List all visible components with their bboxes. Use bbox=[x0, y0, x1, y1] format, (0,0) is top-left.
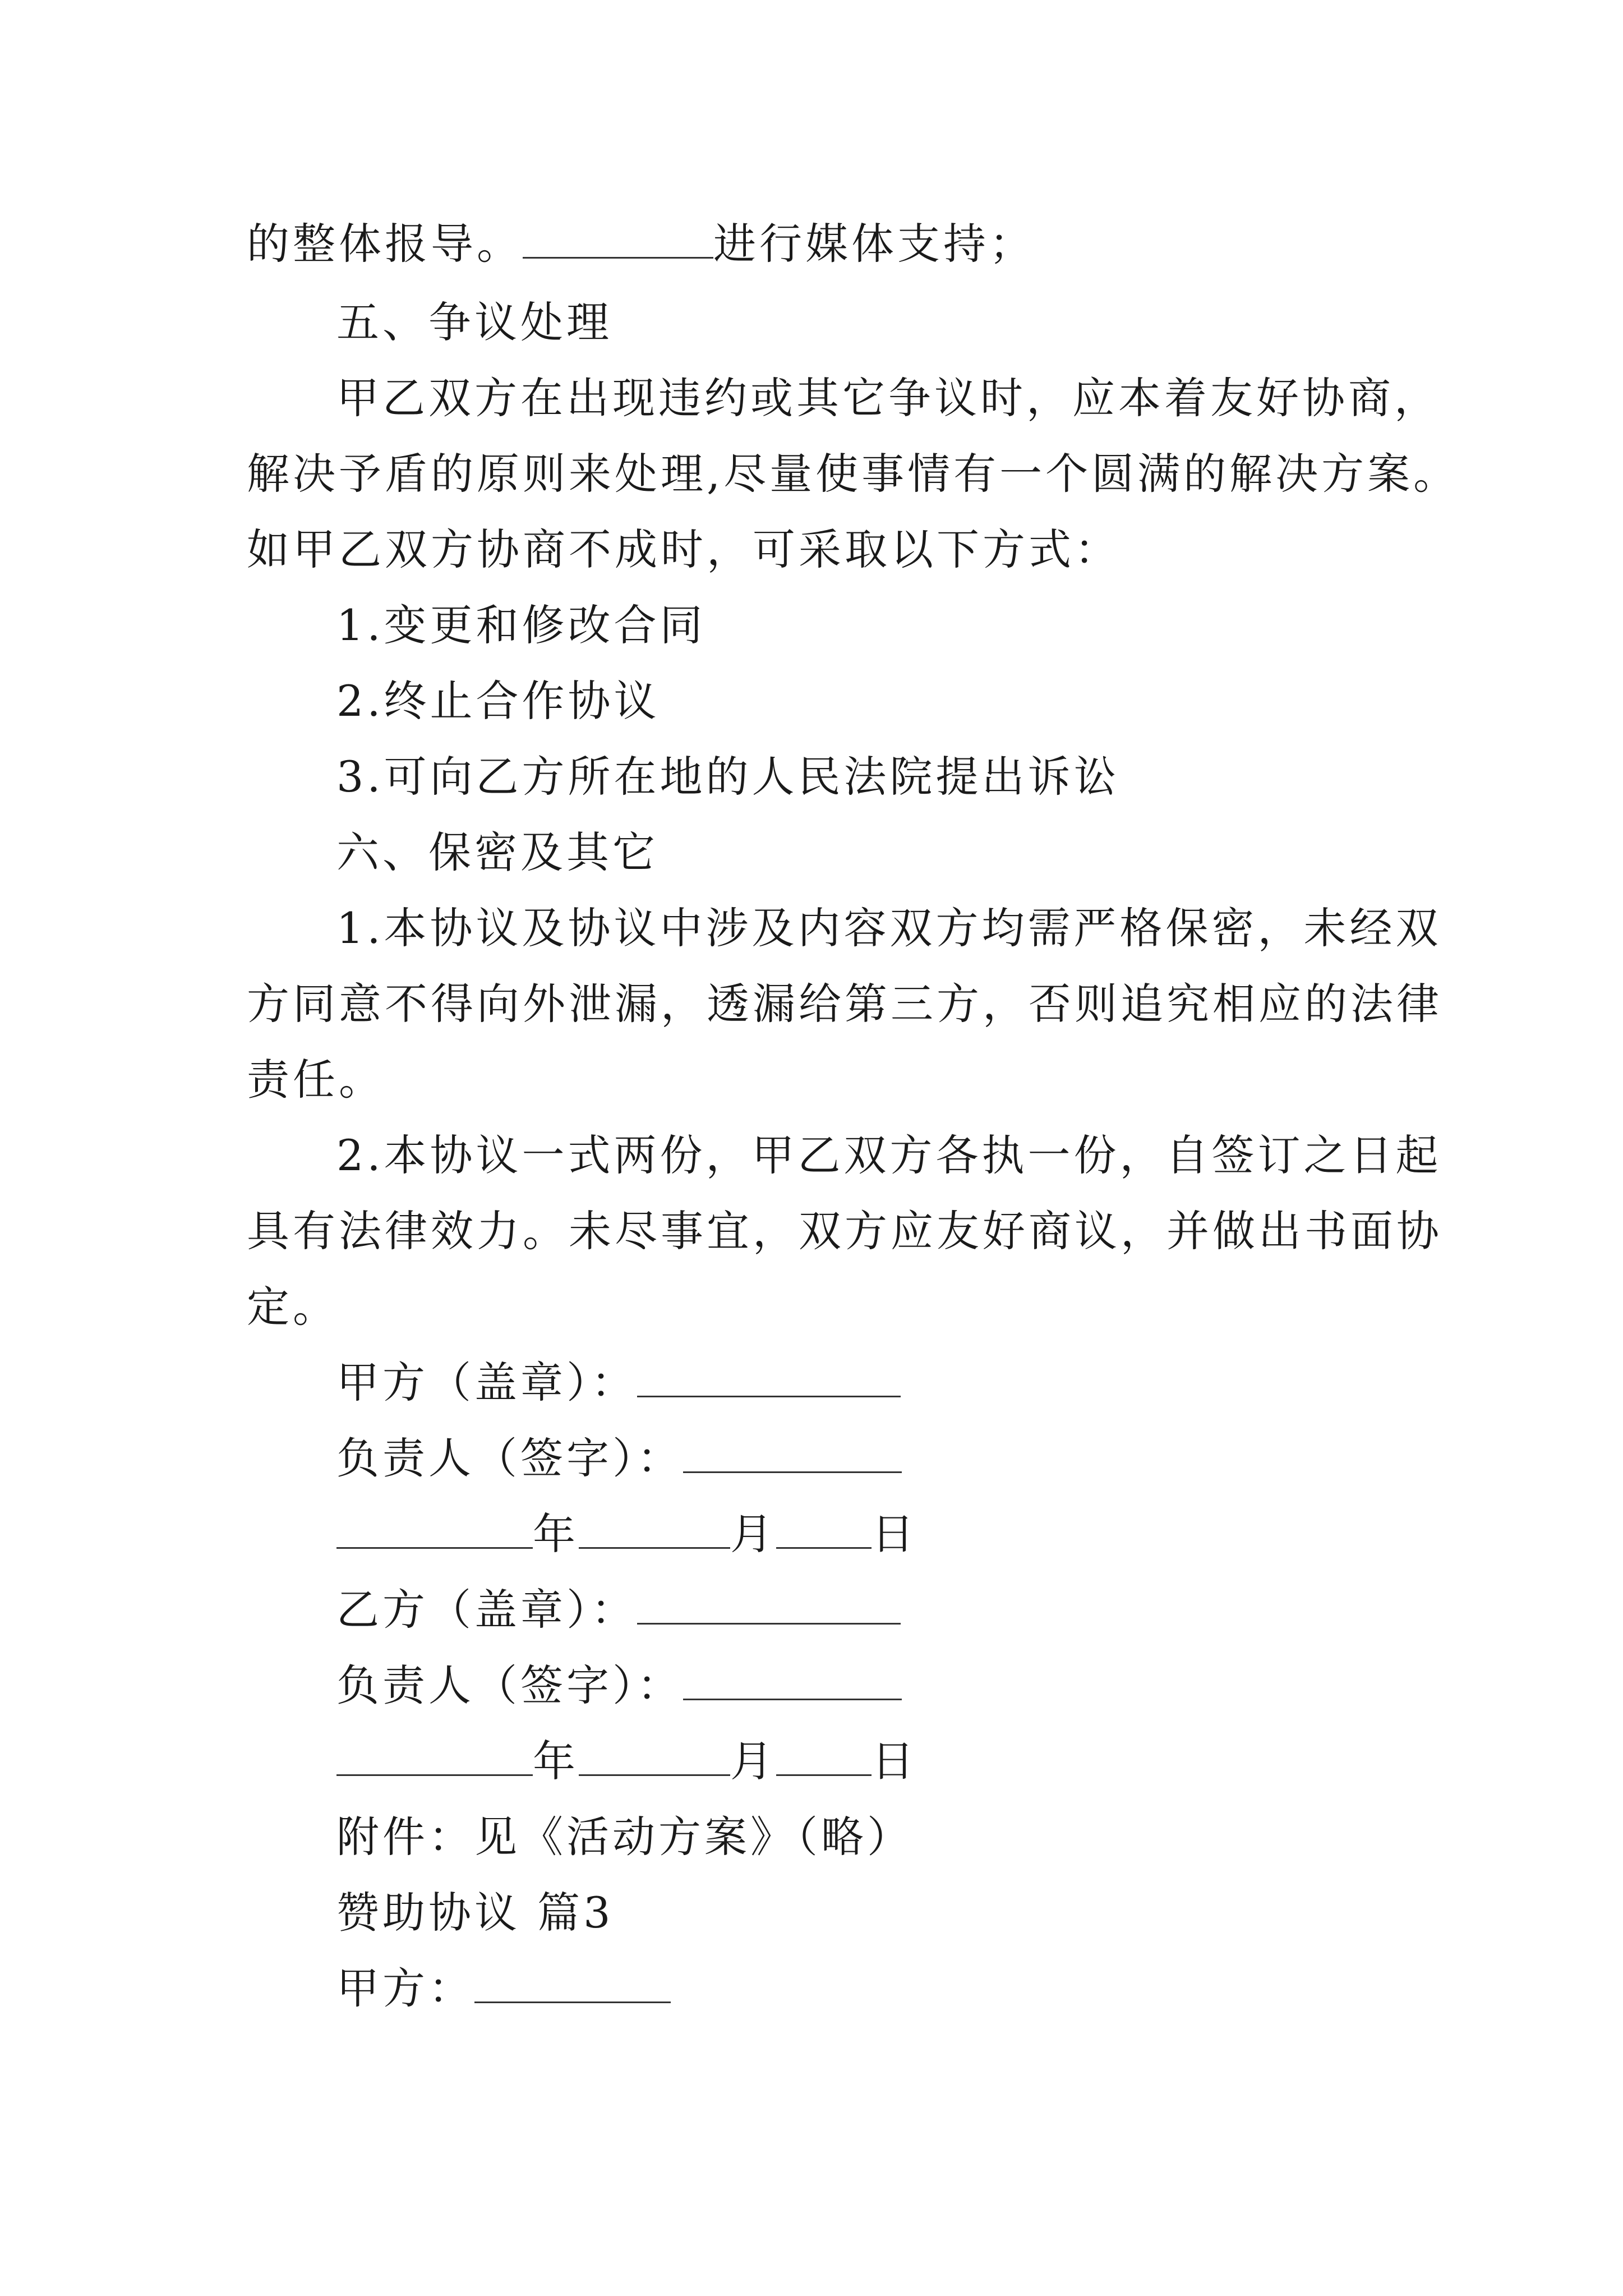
month-label: 月 bbox=[730, 1509, 776, 1559]
day-blank bbox=[776, 1508, 872, 1549]
field-label: 甲方： bbox=[336, 1963, 474, 2013]
field-label: 乙方（盖章）： bbox=[336, 1585, 637, 1635]
day-blank bbox=[776, 1735, 872, 1776]
fill-in-blank bbox=[474, 1962, 671, 2003]
paragraph-line: 如甲乙双方协商不成时，可采取以下方式： bbox=[247, 524, 1121, 574]
list-item: 1.变更和修改合同 bbox=[336, 600, 706, 650]
party-b-date-line bbox=[336, 1733, 917, 1789]
fill-in-blank bbox=[637, 1356, 901, 1397]
paragraph-line: 方同意不得向外泄漏，透漏给第三方，否则追究相应的法律 bbox=[247, 979, 1442, 1029]
fill-in-blank bbox=[637, 1584, 901, 1625]
field-label: 负责人（签字）： bbox=[336, 1433, 683, 1483]
party-a-signature-line bbox=[336, 1430, 902, 1487]
party-a-date-line bbox=[336, 1506, 917, 1562]
next-section-title: 赞助协议 篇3 bbox=[336, 1888, 614, 1938]
paragraph-line: 1.本协议及协议中涉及内容双方均需严格保密，未经双 bbox=[336, 903, 1442, 953]
month-blank bbox=[579, 1735, 730, 1776]
field-label: 负责人（签字）： bbox=[336, 1660, 683, 1710]
list-item: 2.终止合作协议 bbox=[336, 676, 660, 726]
fill-in-blank bbox=[523, 218, 713, 259]
paragraph-line: 责任。 bbox=[247, 1055, 385, 1105]
list-item: 3.可向乙方所在地的人民法院提出诉讼 bbox=[336, 752, 1120, 802]
text-segment: 的整体报导。 bbox=[247, 219, 523, 269]
party-b-signature-line bbox=[336, 1658, 902, 1714]
text-segment: 进行媒体支持； bbox=[713, 219, 1035, 269]
party-b-seal-line bbox=[336, 1582, 901, 1638]
month-label: 月 bbox=[730, 1736, 776, 1786]
paragraph-line: 2.本协议一式两份，甲乙双方各执一份，自签订之日起 bbox=[336, 1130, 1442, 1180]
month-blank bbox=[579, 1508, 730, 1549]
year-blank bbox=[336, 1508, 533, 1549]
party-a-name-line bbox=[336, 1961, 671, 2017]
year-label: 年 bbox=[533, 1736, 579, 1786]
attachment-line: 附件：见《活动方案》（略） bbox=[336, 1812, 913, 1862]
paragraph-line: 定。 bbox=[247, 1282, 339, 1332]
paragraph-line: 解决予盾的原则来处理,尽量使事情有一个圆满的解决方案。 bbox=[247, 449, 1460, 499]
day-label: 日 bbox=[872, 1736, 917, 1786]
year-label: 年 bbox=[533, 1509, 579, 1559]
fill-in-blank bbox=[683, 1659, 902, 1700]
paragraph-line: 具有法律效力。未尽事宜，双方应友好商议，并做出书面协 bbox=[247, 1206, 1442, 1256]
paragraph-line: 甲乙双方在出现违约或其它争议时，应本着友好协商， bbox=[336, 373, 1440, 423]
section-heading-confidentiality: 六、保密及其它 bbox=[336, 827, 658, 877]
field-label: 甲方（盖章）： bbox=[336, 1358, 637, 1407]
day-label: 日 bbox=[872, 1509, 917, 1559]
party-a-seal-line bbox=[336, 1355, 901, 1411]
text-line-1 bbox=[247, 216, 1035, 272]
year-blank bbox=[336, 1735, 533, 1776]
fill-in-blank bbox=[683, 1432, 902, 1473]
section-heading-dispute: 五、争议处理 bbox=[336, 297, 612, 347]
